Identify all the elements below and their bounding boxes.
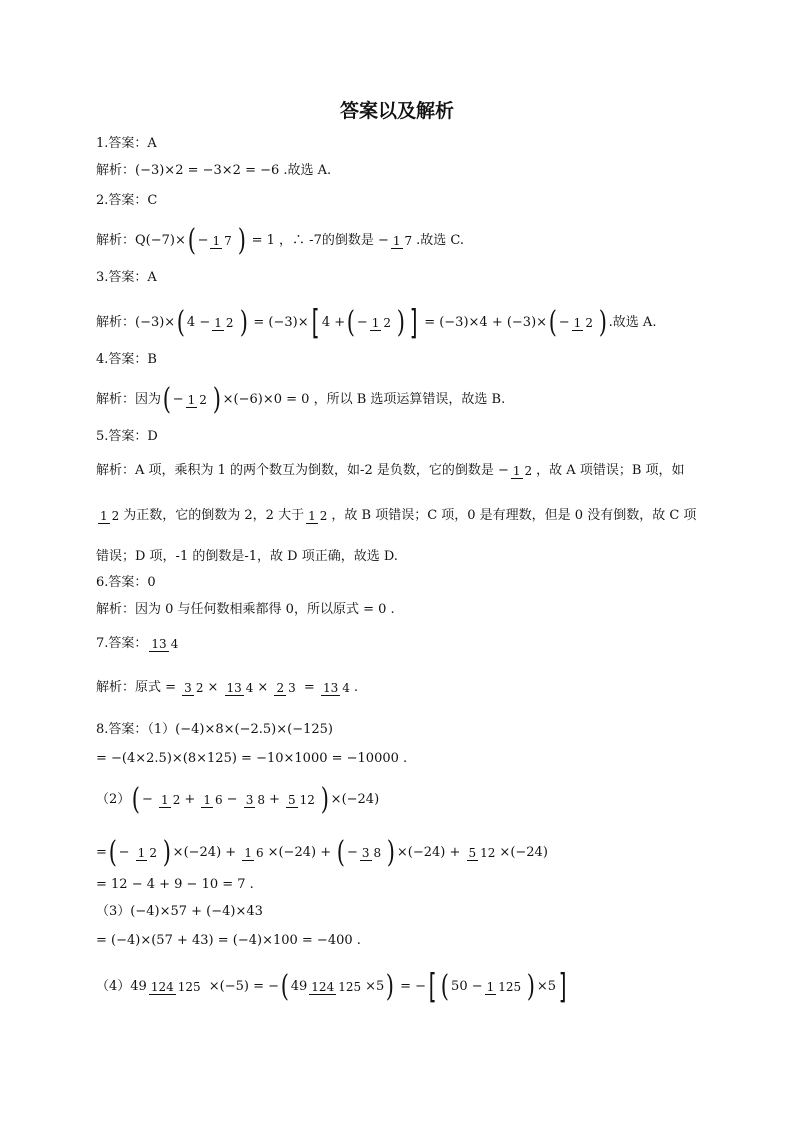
fraction: 124 125 — [311, 979, 362, 994]
fraction: 1 2 — [137, 845, 157, 860]
fraction: 5 12 — [468, 845, 496, 860]
q8-part2-result: = 12 − 4 + 9 − 10 = 7 . — [96, 877, 254, 892]
q1-answer: 1.答案：A — [96, 136, 157, 151]
fraction: 1 2 — [371, 315, 392, 330]
fraction: 1 2 — [187, 392, 207, 407]
q5-solution-line2: 1 2 为正数，它的倒数为 2，2 大于 1 2 ，故 B 项错误；C 项，0 是有理数，但是 0 没有倒数，故 C 项 — [100, 508, 697, 523]
q3-solution: 解析：(−3)×( 4 − 1 2 ) = (−3)×[ 4 +( − 1 2 ) ] = (−3)×4 + (−3)×( − 1 2 ) .故选 A. — [96, 303, 657, 343]
fraction: 1 7 — [212, 233, 232, 248]
q3-answer: 3.答案：A — [96, 270, 157, 285]
fraction: 13 4 — [226, 680, 254, 695]
q1-solution: 解析：(−3)×2 = −3×2 = −6 .故选 A. — [96, 163, 332, 178]
q8-part2-expr: （2）( − 1 2 + 1 6 − 3 8 + 5 12 ) ×(−24) — [96, 782, 380, 817]
fraction: 13 4 — [151, 636, 179, 651]
fraction: 1 2 — [100, 508, 120, 523]
fraction: 3 8 — [245, 792, 265, 807]
q7-answer: 7.答案： 13 4 — [96, 636, 179, 651]
fraction: 1 2 — [512, 463, 533, 478]
q6-answer: 6.答案：0 — [96, 575, 156, 590]
fraction: 1 2 — [573, 315, 593, 330]
q4-answer: 4.答案：B — [96, 352, 157, 367]
q5-solution-line3: 错误；D 项，-1 的倒数是-1，故 D 项正确，故选 D. — [96, 549, 398, 564]
q2-solution: 解析：Q(−7)×( − 1 7 ) = 1 ，∴ -7的倒数是 − 1 7 .故选 C. — [96, 223, 465, 258]
q2-answer: 2.答案：C — [96, 193, 158, 208]
fraction: 1 125 — [486, 979, 522, 994]
fraction: 1 6 — [244, 845, 264, 860]
q8-part2-expand: =( − 1 2 ) ×(−24) + 1 6 ×(−24) + ( − 3 8 ) ×(−24) + 5 12 ×(−24) — [96, 835, 548, 870]
q8-part4-expr: （4）49 124 125 ×(−5) = −( 49 124 125 ×5) = −[ ( 50 − 1 125 ) ×5] — [96, 967, 567, 1007]
q8-part3-result: = (−4)×(57 + 43) = (−4)×100 = −400 . — [96, 933, 361, 948]
fraction: 3 8 — [361, 845, 382, 860]
q8-part3-expr: （3）(−4)×57 + (−4)×43 — [96, 904, 263, 919]
fraction: 1 7 — [392, 233, 413, 248]
fraction: 1 2 — [214, 315, 234, 330]
q7-solution: 解析：原式 = 3 2 × 13 4 × 2 3 = 13 4 . — [96, 680, 358, 695]
fraction: 124 125 — [150, 979, 201, 994]
q5-solution-line1: 解析：A 项，乘积为 1 的两个数互为倒数，如-2 是负数，它的倒数是 − 1 2 ，故 A 项错误；B 项，如 — [96, 463, 685, 478]
q4-solution: 解析：因为( − 1 2 ) ×(−6)×0 = 0 ，所以 B 选项运算错误，故选 B. — [96, 382, 506, 417]
q8-part1-expr: 8.答案：（1）(−4)×8×(−2.5)×(−125) — [96, 722, 333, 737]
q6-solution: 解析：因为 0 与任何数相乘都得 0，所以原式 = 0 . — [96, 602, 395, 617]
q5-answer: 5.答案：D — [96, 429, 158, 444]
fraction: 1 2 — [308, 508, 328, 523]
fraction: 3 2 — [184, 680, 204, 695]
fraction: 1 2 — [161, 792, 181, 807]
fraction: 13 4 — [322, 680, 350, 695]
fraction: 1 6 — [203, 792, 223, 807]
q8-part1-result: = −(4×2.5)×(8×125) = −10×1000 = −10000 . — [96, 751, 408, 766]
page-title: 答案以及解析 — [339, 100, 454, 122]
fraction: 5 12 — [288, 792, 315, 807]
fraction: 2 3 — [276, 680, 296, 695]
